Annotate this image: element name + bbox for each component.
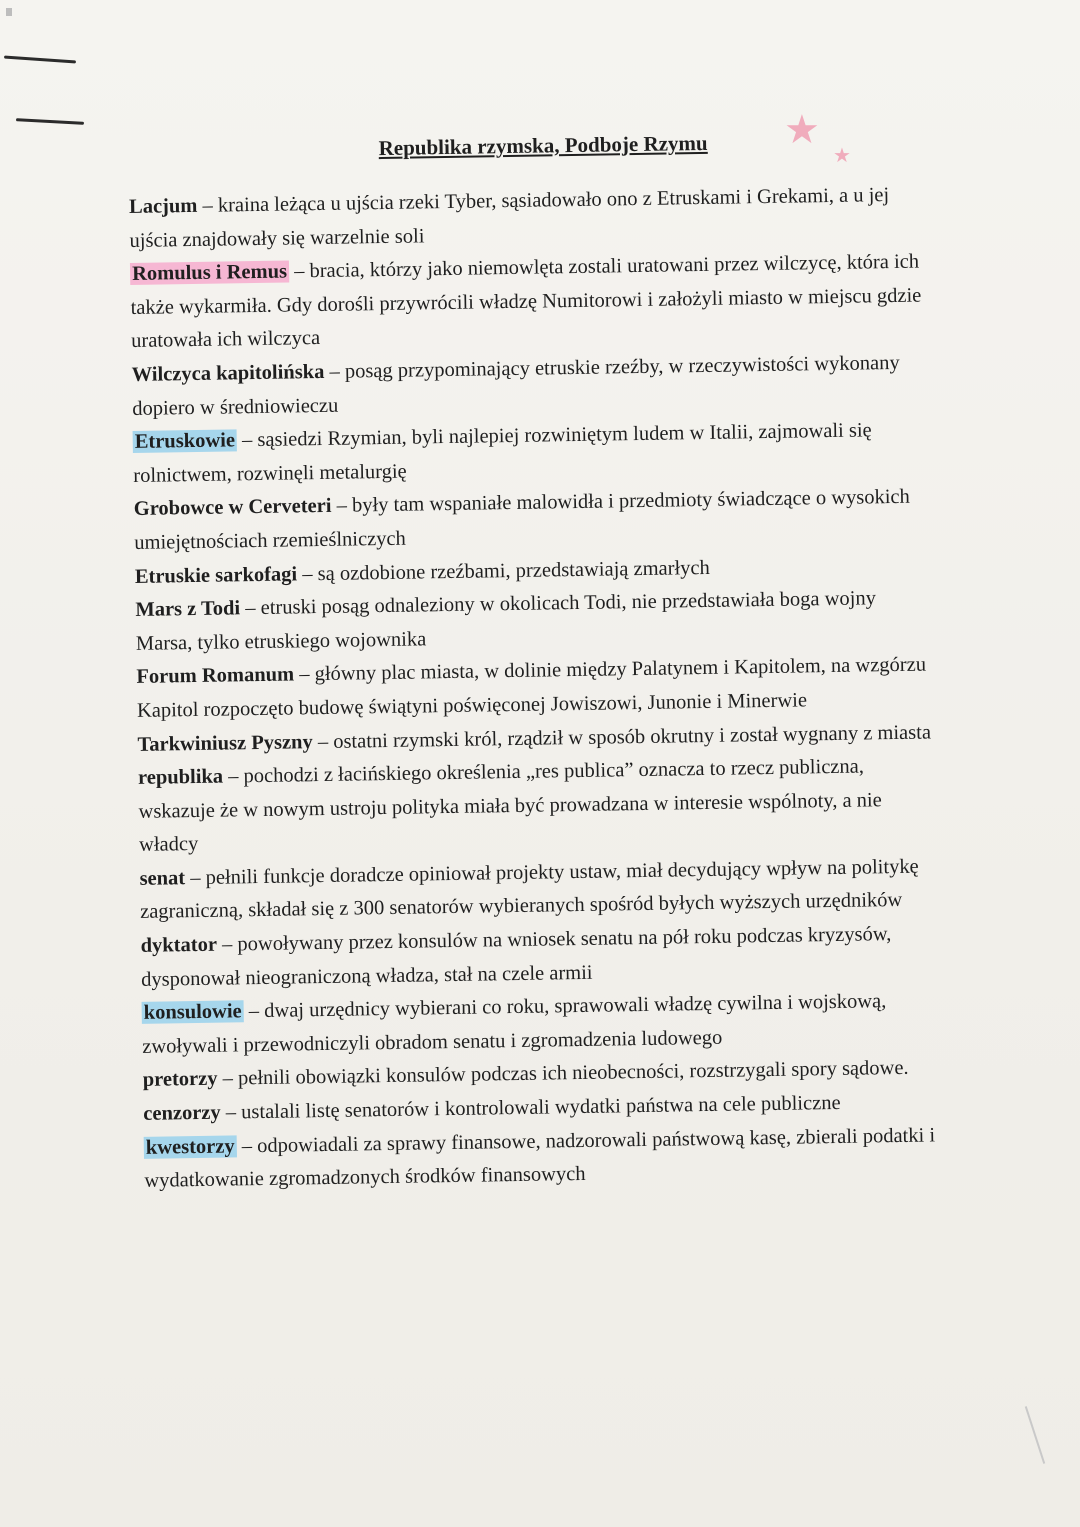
- document-body: [128, 127, 945, 1198]
- glossary-entry: [138, 749, 939, 862]
- glossary-term: Etruskowie: [134, 429, 236, 454]
- glossary-entry: [136, 649, 937, 729]
- glossary-definition: etruski posąg odnaleziony w okolicach Todi, nie przedstawiała boga wojny Marsa, tylko etruskiego wojownika: [135, 587, 877, 655]
- term-separator: –: [236, 429, 258, 452]
- glossary-term: Mars z Todi: [135, 597, 241, 622]
- glossary-term: senat: [139, 867, 186, 890]
- glossary-definition: pełnili funkcje doradcze opiniował projekty ustaw, miał decydujący wpływ na politykę zagraniczną, składał się z 300 senatorów wybieranych spośród byłych wyższych urzędników: [139, 855, 919, 924]
- glossary-term: Wilczyca kapitolińska: [131, 360, 325, 386]
- term-separator: –: [312, 730, 334, 753]
- glossary-entry: [129, 178, 930, 258]
- term-separator: –: [197, 194, 219, 217]
- term-separator: –: [239, 597, 261, 620]
- term-separator: –: [293, 663, 315, 686]
- glossary-entry: [131, 346, 932, 426]
- glossary-term: pretorzy: [142, 1068, 218, 1092]
- page-title: Republika rzymska, Podboje Rzymu: [378, 130, 708, 161]
- glossary-term: Grobowce w Cerveteri: [133, 495, 332, 521]
- term-separator: –: [220, 1101, 242, 1124]
- glossary-definition: są ozdobione rzeźbami, przedstawiają zmarłych: [317, 556, 710, 585]
- margin-line: [16, 118, 84, 125]
- term-separator: –: [324, 360, 346, 383]
- glossary-definition: bracia, którzy jako niemowlęta zostali uratowani przez wilczycę, która ich także wykarmiła. Gdy dorośli przywrócili władzę Numitorowi i założyli miasto w miejscu gdzie uratowała ich wilczyca: [130, 250, 922, 353]
- glossary-term: republika: [137, 765, 224, 790]
- glossary-term: Forum Romanum: [136, 663, 295, 689]
- glossary-definition: posąg przypominający etruskie rzeźby, w rzeczywistości wykonany dopiero w średniowieczu: [132, 351, 900, 420]
- glossary-definition: kraina leżąca u ujścia rzeki Tyber, sąsiadowało ono z Etruskami i Grekami, a u jej ujścia znajdowały się warzelnie soli: [129, 184, 890, 252]
- glossary-definition: ostatni rzymski król, rządził w sposób okrutny i został wygnany z miasta: [333, 720, 932, 753]
- glossary-definition: główny plac miasta, w dolinie między Palatynem i Kapitolem, na wzgórzu Kapitol rozpoczęto budowę świątyni poświęconej Jowiszowi, Junonie i Minerwie: [136, 653, 927, 722]
- term-separator: –: [184, 866, 206, 890]
- glossary-definition: powoływany przez konsulów na wniosek senatu na pół roku podczas kryzysów, dysponował nieograniczoną władza, stał na czele armii: [141, 923, 892, 991]
- term-separator: –: [288, 260, 310, 283]
- glossary-entry: [134, 481, 935, 561]
- glossary-definition: pochodzi z łacińskiego określenia „res publica” oznacza to rzecz publiczna, wskazuje że w nowym ustroju polityka miała być prowadzana w interesie wspólnoty, a nie władcy: [138, 755, 882, 857]
- glossary-term: cenzorzy: [143, 1101, 221, 1125]
- glossary-definition: pełnili obowiązki konsulów podczas ich nieobecności, rozstrzygali spory sądowe.: [237, 1057, 909, 1090]
- glossary-entry: [140, 917, 941, 997]
- glossary-list: [129, 178, 945, 1198]
- term-separator: –: [217, 1067, 239, 1091]
- star-icon: ★: [784, 107, 820, 152]
- glossary-entry: [141, 985, 942, 1065]
- glossary-entry: [144, 1119, 945, 1199]
- star-icon: ★: [833, 145, 851, 167]
- term-separator: –: [296, 562, 318, 585]
- glossary-entry: [132, 414, 933, 494]
- margin-line: [4, 55, 76, 63]
- scan-artifact: [1025, 1406, 1045, 1464]
- glossary-term: kwestorzy: [145, 1135, 235, 1159]
- glossary-entry: [139, 850, 940, 930]
- glossary-term: Tarkwiniusz Pyszny: [137, 730, 313, 756]
- term-separator: –: [216, 933, 238, 956]
- term-separator: –: [243, 1000, 265, 1023]
- glossary-entry: [130, 246, 931, 359]
- glossary-definition: odpowiadali za sprawy finansowe, nadzorowali państwową kasę, zbierali podatki i wydatkowanie zgromadzonych środków finansowych: [144, 1124, 936, 1193]
- term-separator: –: [222, 765, 244, 788]
- edge-mark: [6, 8, 12, 16]
- term-separator: –: [236, 1134, 258, 1158]
- glossary-definition: były tam wspaniałe malowidła i przedmioty świadczące o wysokich umiejętnościach rzemieślniczych: [134, 486, 910, 554]
- glossary-term: Etruskie sarkofagi: [134, 562, 298, 588]
- glossary-definition: sąsiedzi Rzymian, byli najlepiej rozwiniętym ludem w Italii, zajmowali się rolnictwem, rozwinęli metalurgię: [133, 419, 872, 487]
- glossary-term: Lacjum: [128, 194, 198, 218]
- glossary-definition: dwaj urzędnicy wybierani co roku, sprawowali władzę cywilna i wojskową, zwoływali i przewodniczyli obradom senatu i zgromadzenia ludowego: [142, 990, 887, 1058]
- glossary-definition: ustalali listę senatorów i kontrolowali wydatki państwa na cele publiczne: [241, 1091, 841, 1124]
- glossary-term: Romulus i Remus: [131, 260, 288, 286]
- term-separator: –: [331, 494, 353, 518]
- glossary-term: konsulowie: [143, 1000, 242, 1025]
- glossary-entry: [135, 582, 936, 662]
- glossary-term: dyktator: [140, 933, 218, 957]
